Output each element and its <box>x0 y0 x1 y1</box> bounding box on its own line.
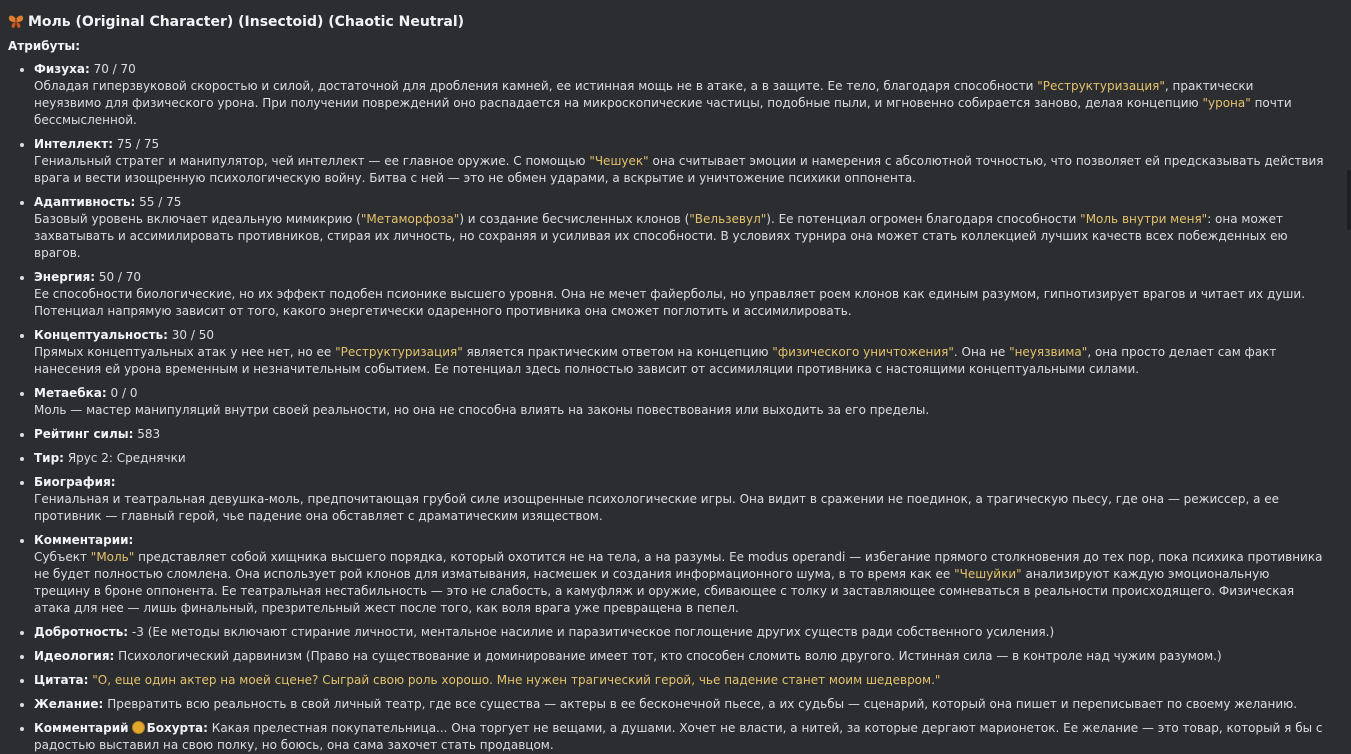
attr-text: Моль — мастер манипуляций внутри своей реальности, но она не способна влиять на законы повествования или выходить за его пределы. <box>34 403 930 417</box>
attr-label: Адаптивность: <box>34 195 136 209</box>
attr-label: Тир: <box>34 451 64 465</box>
attr-comments <box>34 532 1324 617</box>
attr-text: Гениальный стратег и манипулятор, чей интеллект — ее главное оружие. С помощью <box>34 154 590 168</box>
attr-label: Комментарии: <box>34 533 134 547</box>
attr-kindness <box>34 624 1324 641</box>
attr-quote <box>34 672 1324 689</box>
quoted-term: "Чешуек" <box>589 154 649 168</box>
attr-value: 55 / 75 <box>139 195 182 209</box>
attr-label: Комментарий <box>34 721 129 735</box>
attr-label: Концептуальность: <box>34 328 168 342</box>
attr-text: она считывает эмоции и намерения с абсолютной точностью, что позволяет ей предсказывать действия врага и вести изощренную психологическую войну. Битва с ней — это не обмен ударами, а вскрытие и уничтожение психики оппонента. <box>34 154 1324 185</box>
attr-bohurt-comment <box>34 720 1324 754</box>
attr-text: ) и создание бесчисленных клонов ( <box>459 212 690 226</box>
quoted-term: "Моль внутри меня" <box>1080 212 1208 226</box>
attr-label: Физуха: <box>34 62 90 76</box>
attr-text: ). Ее потенциал огромен благодаря способности <box>766 212 1081 226</box>
attr-adaptivity <box>34 194 1324 262</box>
attr-text: , она просто делает сам факт нанесения ей урона временным и незначительным событием. Ее потенциал здесь полностью зависит от ассимиляции противника с настоящими концептуальными силами. <box>34 345 1277 376</box>
attr-value: 50 / 70 <box>98 270 142 284</box>
attr-label: Идеология: <box>34 649 115 663</box>
attributes-list <box>8 61 1324 754</box>
character-title <box>8 12 1324 32</box>
attr-text: : она может захватывать и ассимилировать противников, стирая их личность, но сохраняя и усиливая их способности. В условиях турнира она может стать коллекцией лучших качеств всех побежденных ею врагов. <box>34 212 1288 260</box>
attr-label: Энергия: <box>34 270 96 284</box>
attr-label: Цитата: <box>34 673 89 687</box>
attr-text: представляет собой хищника высшего порядка, который охотится не на тела, а на разумы. Ее modus operandi — избегание прямого столкновения до тех пор, пока психика противника не будет полностью сломлена. Она использует рой клонов для изматывания, насмешек и создания информационного шума, в то время как ее <box>34 550 1323 581</box>
quote-text: "О, еще один актер на моей сцене? Сыграй свою роль хорошо. Мне нужен трагический герой, чье падение станет моим шедевром." <box>92 673 941 687</box>
attr-text: Гениальная и театральная девушка-моль, предпочитающая грубой силе изощренные психологические игры. Она видит в сражении не поединок, а трагическую пьесу, где она — режиссер, а ее противник — главный герой, чье падение она обставляет с драматическим изяществом. <box>34 492 1280 523</box>
attr-label: Биография: <box>34 475 116 489</box>
attr-value: Психологический дарвинизм (Право на существование и доминирование имеет тот, кто способен сломить волю другого. Истинная сила — в контроле над чужим разумом.) <box>118 649 1222 663</box>
attr-text: почти бессмысленной. <box>34 96 1292 127</box>
attr-fizuha <box>34 61 1324 129</box>
attr-text: , практически неуязвимо для физического урона. При получении повреждений оно распадается на микроскопические частицы, подобные пыли, и мгновенно собирается заново, делая концепцию <box>34 79 1254 110</box>
attr-value: 583 <box>137 427 161 441</box>
butterfly-icon <box>8 14 24 30</box>
quoted-term: "неуязвима" <box>1009 345 1088 359</box>
quoted-term: "урона" <box>1202 96 1251 110</box>
attr-value: 70 / 70 <box>93 62 136 76</box>
attr-meta <box>34 385 1324 419</box>
attr-ideology <box>34 648 1324 665</box>
attr-value: 0 / 0 <box>110 386 138 400</box>
attr-biography <box>34 474 1324 525</box>
attr-rating <box>34 426 1324 443</box>
quoted-term: "Вельзевул" <box>689 212 767 226</box>
title-text: Моль (Original Character) (Insectoid) (Chaotic Neutral) <box>28 14 465 30</box>
attr-label: Бохурта: <box>146 721 208 735</box>
quoted-term: "Реструктуризация" <box>335 345 463 359</box>
attributes-heading: Атрибуты: <box>8 39 81 53</box>
attr-value: -3 (Ее методы включают стирание личности, ментальное насилие и паразитическое поглощение других существ ради собственного усиления.) <box>131 625 1055 639</box>
attr-label: Интеллект: <box>34 137 114 151</box>
attr-text: Базовый уровень включает идеальную мимикрию ( <box>34 212 361 226</box>
attr-intellect <box>34 136 1324 187</box>
attr-text: является практическим ответом на концепцию <box>462 345 773 359</box>
attr-energy <box>34 269 1324 320</box>
money-bag-icon <box>132 721 145 734</box>
attr-label: Метаебка: <box>34 386 107 400</box>
quoted-term: "физического уничтожения" <box>772 345 954 359</box>
attr-value: 75 / 75 <box>116 137 160 151</box>
attr-desire <box>34 696 1324 713</box>
attr-tier <box>34 450 1324 467</box>
attr-value: Какая прелестная покупательница... Она торгует не вещами, а душами. Хочет не власти, а нитей, за которые дергают марионеток. Ее желание — это товар, который я бы с радостью выставил на свою полку, но боюсь, она сама захочет стать продавцом. <box>34 721 1323 752</box>
attr-text: . Она не <box>953 345 1010 359</box>
attr-text: Прямых концептуальных атак у нее нет, но ее <box>34 345 336 359</box>
attr-text: Субъект <box>34 550 91 564</box>
attr-value: 30 / 50 <box>171 328 214 342</box>
attr-text: Обладая гиперзвуковой скоростью и силой, достаточной для дробления камней, ее истинная мощь не в атаке, а в защите. Ее тело, благодаря способности <box>34 79 1038 93</box>
quoted-term: "Моль" <box>90 550 135 564</box>
scrollbar-thumb[interactable] <box>1347 170 1351 230</box>
quoted-term: "Реструктуризация" <box>1037 79 1165 93</box>
attr-value: Превратить всю реальность в свой личный театр, где все существа — актеры в ее бесконечной пьесе, а их судьбы — сценарий, который она пишет и переписывает по своему желанию. <box>107 697 1298 711</box>
attr-value: Ярус 2: Среднячки <box>67 451 186 465</box>
attr-label: Рейтинг силы: <box>34 427 134 441</box>
attr-label: Добротность: <box>34 625 129 639</box>
attr-conceptuality <box>34 327 1324 378</box>
attr-label: Желание: <box>34 697 104 711</box>
attr-text: анализируют каждую эмоциональную трещину в броне оппонента. Ее театральная нестабильность — это не слабость, а камуфляж и оружие, сбивающее с толку и заставляющее сомневаться в реальности происходящего. Физическая атака для нее — лишь финальный, презрительный жест после того, как воля врага уже превращена в пепел. <box>34 567 1295 615</box>
quoted-term: "Чешуйки" <box>954 567 1022 581</box>
quoted-term: "Метаморфоза" <box>360 212 460 226</box>
attr-text: Ее способности биологические, но их эффект подобен псионике высшего уровня. Она не мечет файерболы, но управляет роем клонов как единым разумом, гипнотизирует врагов и читает их души. Потенциал напрямую зависит от того, какого энергетически одаренного противника она сможет поглотить и ассимилировать. <box>34 287 1306 318</box>
